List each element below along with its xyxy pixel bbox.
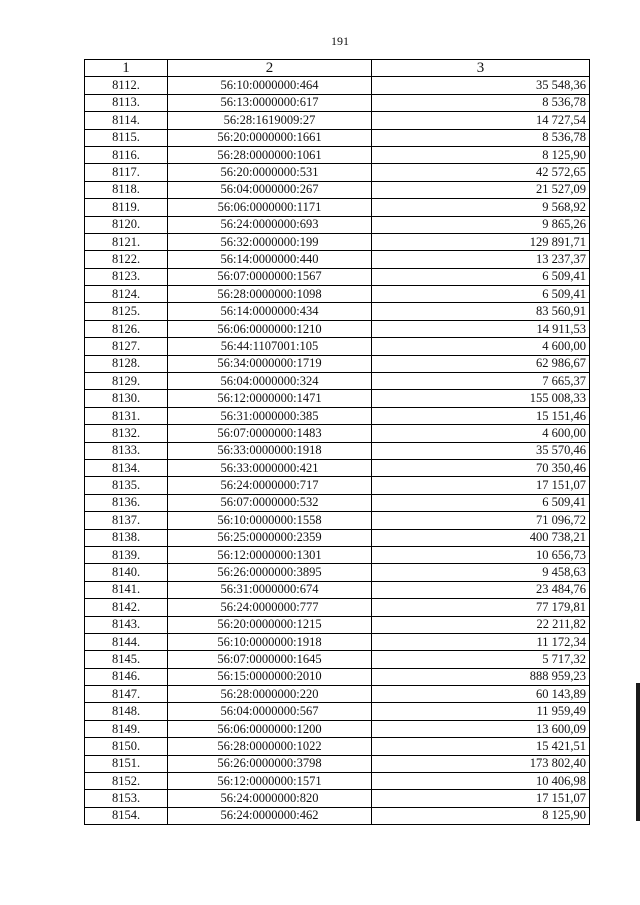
- table-row: [85, 407, 590, 424]
- table-row: [85, 546, 590, 563]
- scan-edge-mark: [636, 683, 640, 821]
- cadastral-number-cell: 56:14:0000000:440: [168, 251, 372, 268]
- table-row: [85, 129, 590, 146]
- cadastral-number-cell: 56:28:0000000:1022: [168, 738, 372, 755]
- cadastral-number-cell: 56:06:0000000:1171: [168, 199, 372, 216]
- amount-cell: 23 484,76: [372, 581, 590, 598]
- table-row: [85, 581, 590, 598]
- cadastral-number-cell: 56:13:0000000:617: [168, 94, 372, 111]
- cadastral-number-cell: 56:34:0000000:1719: [168, 355, 372, 372]
- row-number-cell: 8124.: [85, 286, 168, 303]
- row-number-cell: 8152.: [85, 773, 168, 790]
- row-number-cell: 8154.: [85, 807, 168, 824]
- row-number-cell: 8141.: [85, 581, 168, 598]
- cadastral-number-cell: 56:15:0000000:2010: [168, 668, 372, 685]
- row-number-cell: 8143.: [85, 616, 168, 633]
- table-row: [85, 199, 590, 216]
- cadastral-number-cell: 56:44:1107001:105: [168, 338, 372, 355]
- table-row: [85, 425, 590, 442]
- cadastral-number-cell: 56:31:0000000:385: [168, 407, 372, 424]
- cadastral-number-cell: 56:28:0000000:1061: [168, 146, 372, 163]
- table-row: [85, 668, 590, 685]
- cadastral-number-cell: 56:24:0000000:777: [168, 599, 372, 616]
- row-number-cell: 8113.: [85, 94, 168, 111]
- table-row: [85, 651, 590, 668]
- row-number-cell: 8116.: [85, 146, 168, 163]
- amount-cell: 22 211,82: [372, 616, 590, 633]
- amount-cell: 6 509,41: [372, 286, 590, 303]
- row-number-cell: 8115.: [85, 129, 168, 146]
- cadastral-number-cell: 56:25:0000000:2359: [168, 529, 372, 546]
- row-number-cell: 8128.: [85, 355, 168, 372]
- column-header-amount: 3: [372, 60, 590, 77]
- row-number-cell: 8120.: [85, 216, 168, 233]
- row-number-cell: 8117.: [85, 164, 168, 181]
- row-number-cell: 8153.: [85, 790, 168, 807]
- table-row: [85, 773, 590, 790]
- cadastral-number-cell: 56:12:0000000:1471: [168, 390, 372, 407]
- amount-cell: 71 096,72: [372, 512, 590, 529]
- table-row: [85, 303, 590, 320]
- amount-cell: 9 458,63: [372, 564, 590, 581]
- row-number-cell: 8134.: [85, 459, 168, 476]
- amount-cell: 6 509,41: [372, 268, 590, 285]
- row-number-cell: 8146.: [85, 668, 168, 685]
- table-row: [85, 616, 590, 633]
- cadastral-number-cell: 56:10:0000000:1558: [168, 512, 372, 529]
- amount-cell: 6 509,41: [372, 494, 590, 511]
- cadastral-number-cell: 56:20:0000000:1215: [168, 616, 372, 633]
- table-row: [85, 494, 590, 511]
- cadastral-number-cell: 56:14:0000000:434: [168, 303, 372, 320]
- row-number-cell: 8136.: [85, 494, 168, 511]
- cadastral-number-cell: 56:24:0000000:820: [168, 790, 372, 807]
- amount-cell: 155 008,33: [372, 390, 590, 407]
- table-row: [85, 755, 590, 772]
- row-number-cell: 8151.: [85, 755, 168, 772]
- table-row: [85, 320, 590, 337]
- table-row: [85, 720, 590, 737]
- table-row: [85, 355, 590, 372]
- amount-cell: 11 959,49: [372, 703, 590, 720]
- row-number-cell: 8119.: [85, 199, 168, 216]
- row-number-cell: 8140.: [85, 564, 168, 581]
- table-body: [85, 77, 590, 825]
- table-row: [85, 216, 590, 233]
- row-number-cell: 8142.: [85, 599, 168, 616]
- cadastral-number-cell: 56:28:0000000:1098: [168, 286, 372, 303]
- amount-cell: 17 151,07: [372, 477, 590, 494]
- row-number-cell: 8135.: [85, 477, 168, 494]
- row-number-cell: 8149.: [85, 720, 168, 737]
- row-number-cell: 8144.: [85, 633, 168, 650]
- table-row: [85, 164, 590, 181]
- row-number-cell: 8133.: [85, 442, 168, 459]
- amount-cell: 14 727,54: [372, 112, 590, 129]
- row-number-cell: 8132.: [85, 425, 168, 442]
- table-row: [85, 599, 590, 616]
- amount-cell: 8 125,90: [372, 146, 590, 163]
- amount-cell: 13 600,09: [372, 720, 590, 737]
- amount-cell: 17 151,07: [372, 790, 590, 807]
- table-row: [85, 807, 590, 824]
- table-row: [85, 390, 590, 407]
- row-number-cell: 8130.: [85, 390, 168, 407]
- amount-cell: 35 570,46: [372, 442, 590, 459]
- amount-cell: 15 421,51: [372, 738, 590, 755]
- amount-cell: 14 911,53: [372, 320, 590, 337]
- table-row: [85, 146, 590, 163]
- amount-cell: 8 536,78: [372, 94, 590, 111]
- row-number-cell: 8150.: [85, 738, 168, 755]
- table-row: [85, 112, 590, 129]
- table-row: [85, 459, 590, 476]
- cadastral-number-cell: 56:31:0000000:674: [168, 581, 372, 598]
- row-number-cell: 8129.: [85, 373, 168, 390]
- amount-cell: 5 717,32: [372, 651, 590, 668]
- cadastral-number-cell: 56:28:1619009:27: [168, 112, 372, 129]
- amount-cell: 4 600,00: [372, 425, 590, 442]
- row-number-cell: 8131.: [85, 407, 168, 424]
- cadastral-number-cell: 56:24:0000000:462: [168, 807, 372, 824]
- table-row: [85, 512, 590, 529]
- amount-cell: 400 738,21: [372, 529, 590, 546]
- row-number-cell: 8125.: [85, 303, 168, 320]
- amount-cell: 173 802,40: [372, 755, 590, 772]
- row-number-cell: 8122.: [85, 251, 168, 268]
- row-number-cell: 8147.: [85, 686, 168, 703]
- row-number-cell: 8139.: [85, 546, 168, 563]
- table-row: [85, 94, 590, 111]
- table-row: [85, 442, 590, 459]
- amount-cell: 888 959,23: [372, 668, 590, 685]
- cadastral-number-cell: 56:24:0000000:717: [168, 477, 372, 494]
- amount-cell: 8 536,78: [372, 129, 590, 146]
- page-number: 191: [331, 34, 349, 48]
- amount-cell: 70 350,46: [372, 459, 590, 476]
- cadastral-number-cell: 56:04:0000000:267: [168, 181, 372, 198]
- amount-cell: 21 527,09: [372, 181, 590, 198]
- row-number-cell: 8114.: [85, 112, 168, 129]
- table-row: [85, 703, 590, 720]
- table-row: [85, 686, 590, 703]
- cadastral-number-cell: 56:20:0000000:1661: [168, 129, 372, 146]
- table-row: [85, 338, 590, 355]
- amount-cell: 35 548,36: [372, 77, 590, 94]
- column-header-number: 1: [85, 60, 168, 77]
- cadastral-number-cell: 56:24:0000000:693: [168, 216, 372, 233]
- amount-cell: 11 172,34: [372, 633, 590, 650]
- table-row: [85, 268, 590, 285]
- row-number-cell: 8121.: [85, 233, 168, 250]
- amount-cell: 77 179,81: [372, 599, 590, 616]
- cadastral-number-cell: 56:10:0000000:464: [168, 77, 372, 94]
- cadastral-number-cell: 56:26:0000000:3895: [168, 564, 372, 581]
- row-number-cell: 8145.: [85, 651, 168, 668]
- cadastral-number-cell: 56:04:0000000:324: [168, 373, 372, 390]
- amount-cell: 83 560,91: [372, 303, 590, 320]
- amount-cell: 7 665,37: [372, 373, 590, 390]
- cadastral-number-cell: 56:07:0000000:1645: [168, 651, 372, 668]
- cadastral-table: [84, 59, 590, 825]
- cadastral-number-cell: 56:28:0000000:220: [168, 686, 372, 703]
- cadastral-number-cell: 56:06:0000000:1210: [168, 320, 372, 337]
- table-row: [85, 77, 590, 94]
- amount-cell: 9 865,26: [372, 216, 590, 233]
- table-row: [85, 738, 590, 755]
- amount-cell: 9 568,92: [372, 199, 590, 216]
- row-number-cell: 8112.: [85, 77, 168, 94]
- table-row: [85, 233, 590, 250]
- cadastral-number-cell: 56:10:0000000:1918: [168, 633, 372, 650]
- amount-cell: 62 986,67: [372, 355, 590, 372]
- cadastral-number-cell: 56:07:0000000:1567: [168, 268, 372, 285]
- table-row: [85, 286, 590, 303]
- table-row: [85, 181, 590, 198]
- amount-cell: 13 237,37: [372, 251, 590, 268]
- cadastral-number-cell: 56:33:0000000:1918: [168, 442, 372, 459]
- cadastral-number-cell: 56:07:0000000:532: [168, 494, 372, 511]
- amount-cell: 10 656,73: [372, 546, 590, 563]
- cadastral-number-cell: 56:26:0000000:3798: [168, 755, 372, 772]
- amount-cell: 15 151,46: [372, 407, 590, 424]
- table-row: [85, 251, 590, 268]
- amount-cell: 8 125,90: [372, 807, 590, 824]
- cadastral-number-cell: 56:33:0000000:421: [168, 459, 372, 476]
- cadastral-number-cell: 56:04:0000000:567: [168, 703, 372, 720]
- table-row: [85, 564, 590, 581]
- row-number-cell: 8148.: [85, 703, 168, 720]
- table-header-row: [85, 60, 590, 77]
- amount-cell: 10 406,98: [372, 773, 590, 790]
- amount-cell: 4 600,00: [372, 338, 590, 355]
- table-row: [85, 633, 590, 650]
- cadastral-number-cell: 56:07:0000000:1483: [168, 425, 372, 442]
- row-number-cell: 8126.: [85, 320, 168, 337]
- row-number-cell: 8118.: [85, 181, 168, 198]
- row-number-cell: 8127.: [85, 338, 168, 355]
- row-number-cell: 8123.: [85, 268, 168, 285]
- table-row: [85, 529, 590, 546]
- row-number-cell: 8137.: [85, 512, 168, 529]
- cadastral-number-cell: 56:12:0000000:1301: [168, 546, 372, 563]
- table-row: [85, 790, 590, 807]
- cadastral-number-cell: 56:06:0000000:1200: [168, 720, 372, 737]
- cadastral-number-cell: 56:32:0000000:199: [168, 233, 372, 250]
- table-row: [85, 373, 590, 390]
- row-number-cell: 8138.: [85, 529, 168, 546]
- cadastral-number-cell: 56:12:0000000:1571: [168, 773, 372, 790]
- amount-cell: 42 572,65: [372, 164, 590, 181]
- table-row: [85, 477, 590, 494]
- column-header-cadastral-number: 2: [168, 60, 372, 77]
- cadastral-number-cell: 56:20:0000000:531: [168, 164, 372, 181]
- amount-cell: 60 143,89: [372, 686, 590, 703]
- amount-cell: 129 891,71: [372, 233, 590, 250]
